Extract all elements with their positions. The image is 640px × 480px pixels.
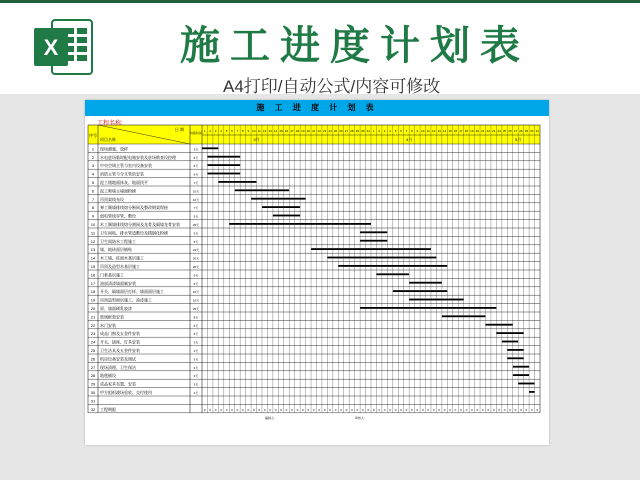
task-duration: 1天 (193, 391, 199, 395)
total-cell: 0 (509, 407, 511, 412)
total-cell: 0 (220, 407, 222, 412)
task-number: 32 (90, 406, 96, 412)
day-number: 24 (497, 129, 501, 133)
total-cell: 0 (302, 407, 304, 412)
task-name: 玻璃框架安装 (100, 314, 124, 320)
task-duration: 3天 (193, 365, 199, 370)
gantt-bar (507, 357, 523, 359)
task-duration: 3天 (193, 374, 199, 379)
task-name: 弹工顺墙排线熔分断网及整改钢架焊接 (100, 205, 168, 211)
day-number: 18 (295, 129, 300, 133)
task-number: 21 (90, 314, 96, 320)
day-number: 19 (470, 129, 474, 133)
total-cell: 0 (274, 407, 277, 412)
task-number: 27 (90, 364, 96, 370)
total-cell: 0 (427, 407, 430, 412)
total-cell: 0 (514, 407, 517, 412)
task-number: 4 (91, 171, 95, 177)
total-cell: 0 (454, 407, 457, 412)
task-number: 9 (91, 213, 95, 219)
day-number: 15 (448, 129, 452, 133)
total-cell: 0 (438, 407, 440, 412)
task-duration: 3天 (193, 382, 199, 387)
spreadsheet-preview (85, 100, 549, 445)
gantt-bar (207, 156, 240, 158)
task-duration: 8天 (193, 315, 199, 320)
gantt-bar (360, 231, 387, 233)
gantt-bar (273, 215, 300, 217)
day-number: 29 (355, 129, 360, 133)
task-name: 吊顶架线布设 (100, 196, 124, 202)
gantt-bar (207, 164, 240, 166)
total-cell: 0 (258, 407, 261, 412)
total-cell: 0 (487, 407, 490, 412)
task-number: 13 (90, 247, 96, 253)
task-number: 2 (91, 154, 95, 160)
task-name: 弱电管线穿管、敷设 (100, 213, 136, 219)
day-number: 3 (214, 129, 217, 133)
day-number: 1 (203, 129, 206, 133)
task-number: 23 (90, 331, 96, 337)
task-duration: 10天 (192, 197, 200, 202)
day-number: 6 (400, 129, 402, 133)
total-cell: 0 (411, 407, 413, 412)
excel-logo-icon (30, 14, 96, 80)
day-number: 9 (416, 129, 419, 133)
gantt-bar (229, 223, 371, 225)
total-cell: 0 (263, 407, 266, 412)
gantt-grid (85, 100, 549, 445)
day-number: 2 (209, 129, 212, 133)
task-duration: 10天 (192, 290, 200, 295)
task-duration: 6天 (193, 164, 199, 169)
total-cell: 0 (383, 407, 386, 412)
day-number: 28 (519, 129, 523, 133)
day-number: 20 (306, 129, 310, 133)
day-number: 16 (284, 129, 289, 133)
task-name: 原、墙面刷乳胶漆 (100, 306, 132, 311)
task-name: 甲方组织竣场验收、交付使用 (100, 390, 152, 395)
task-name: 卫生间防水工程施工 (100, 238, 136, 244)
task-number: 30 (90, 390, 96, 395)
total-cell: 0 (236, 407, 239, 412)
total-cell: 0 (432, 407, 435, 412)
day-number: 8 (411, 129, 413, 133)
gantt-bar (251, 198, 306, 200)
day-number: 16 (453, 129, 458, 133)
day-number: 8 (242, 129, 244, 133)
gantt-bar (485, 324, 512, 326)
total-cell: 0 (481, 407, 484, 412)
total-cell: 0 (503, 407, 506, 412)
task-name: 木工墙、柱面木基层施工 (100, 255, 144, 261)
total-cell: 0 (372, 407, 375, 412)
day-number: 1 (372, 129, 375, 133)
task-name: 地毯铺设 (100, 373, 116, 379)
gantt-bar (202, 147, 218, 149)
day-number: 22 (486, 129, 490, 133)
header-row (88, 125, 540, 144)
task-duration: 5天 (193, 332, 199, 337)
total-cell: 0 (443, 407, 446, 412)
total-cell: 0 (498, 407, 500, 412)
header-duration: 持续时间 (189, 131, 203, 135)
task-name: 木门安装 (100, 322, 116, 328)
task-name: 成品门窗及五金件安装 (100, 331, 140, 337)
day-number: 5 (225, 129, 228, 133)
day-number: 13 (437, 129, 441, 133)
task-duration: 3天 (193, 340, 199, 345)
day-number: 31 (366, 129, 370, 133)
task-duration: 6天 (193, 273, 199, 278)
task-name: 吊顶及造型木基层施工 (100, 264, 140, 269)
total-cell: 0 (356, 407, 359, 412)
total-cell: 0 (389, 407, 391, 412)
day-number: 12 (432, 129, 436, 133)
total-cell: 0 (361, 407, 364, 412)
day-number: 2 (378, 129, 381, 133)
total-cell: 0 (351, 407, 353, 412)
month-label: 5月 (515, 137, 522, 142)
task-duration: 5天 (193, 214, 199, 219)
gantt-bar (513, 366, 529, 368)
page-title: 施工进度计划表 (180, 22, 530, 69)
day-number: 21 (312, 129, 316, 133)
total-cell: 0 (416, 407, 419, 412)
total-cell: 0 (280, 407, 282, 412)
total-cell: 0 (231, 407, 233, 412)
day-number: 4 (220, 129, 222, 133)
task-number: 14 (90, 255, 96, 261)
day-number: 19 (301, 129, 305, 133)
day-number: 18 (464, 129, 469, 133)
header-seq: 序号 (89, 133, 97, 138)
gantt-bar (207, 173, 240, 175)
task-name: 成品家具布置、安装 (100, 381, 136, 387)
task-number: 26 (90, 356, 96, 362)
day-number: 11 (426, 129, 430, 133)
task-duration: 25天 (192, 307, 200, 311)
task-name: 吊顶造型面层施工、油漆施工 (100, 297, 152, 303)
task-duration: 10天 (192, 189, 200, 194)
day-number: 23 (322, 129, 327, 133)
project-name-label: 工程名称: (97, 121, 123, 127)
day-number: 25 (333, 129, 338, 133)
task-name: 泥工砌墙主墙面粉刷 (100, 188, 136, 194)
gantt-bar (262, 206, 300, 208)
task-number: 25 (90, 348, 96, 353)
day-number: 15 (279, 129, 283, 133)
task-duration: 3天 (193, 349, 199, 353)
task-number: 5 (91, 180, 95, 185)
day-number: 13 (268, 129, 272, 133)
total-cell: 0 (536, 407, 539, 412)
total-cell: 0 (291, 407, 293, 412)
gantt-bar (529, 391, 534, 393)
total-cell: 0 (247, 407, 250, 412)
task-duration: 7天 (193, 206, 199, 211)
day-number: 11 (257, 129, 261, 133)
day-number: 22 (317, 129, 321, 133)
task-number: 11 (90, 230, 96, 236)
task-name: 木工顺墙排线熔分割网及龙骨及隔墙龙骨安装 (100, 222, 180, 227)
day-number: 9 (247, 129, 250, 133)
task-duration: 20天 (192, 265, 200, 269)
task-name: 中央空调主管与室内设备安装 (100, 163, 152, 169)
gantt-bar (518, 383, 534, 385)
task-name: 开关、隔墙面层打样、墙面面层施工 (100, 289, 164, 295)
month-label: 3月 (253, 137, 260, 142)
gantt-bar (376, 273, 409, 275)
task-name: 水电进场临时配电箱安装及驻场勘查设控理 (100, 154, 176, 160)
total-cell: 0 (460, 407, 462, 412)
task-duration: 5天 (193, 323, 199, 328)
task-duration: 5天 (193, 231, 199, 236)
total-cell: 0 (252, 407, 255, 412)
total-cell: 0 (525, 407, 528, 412)
task-number: 18 (90, 289, 96, 295)
day-number: 14 (442, 129, 447, 133)
task-name: 现场清理、卫生保洁 (100, 364, 136, 370)
total-cell: 0 (367, 407, 370, 412)
signature-right: 审核人: (355, 415, 365, 420)
total-cell: 0 (394, 407, 397, 412)
task-number: 6 (91, 188, 95, 194)
gantt-bar (409, 282, 442, 284)
header-item: 项目名称 (100, 137, 116, 142)
total-cell: 0 (378, 407, 381, 412)
gantt-bar (496, 332, 523, 334)
day-number: 30 (361, 129, 365, 133)
day-number: 14 (273, 129, 278, 133)
total-cell: 0 (329, 407, 331, 412)
task-number: 29 (90, 381, 96, 387)
day-number: 10 (252, 129, 256, 133)
task-number: 3 (91, 163, 95, 169)
task-duration: 6天 (193, 281, 199, 286)
day-number: 12 (263, 129, 267, 133)
task-number: 20 (90, 306, 96, 311)
total-cell: 0 (405, 407, 408, 412)
day-number: 26 (339, 129, 343, 133)
task-duration: 3天 (193, 147, 199, 152)
header-date: 日 期 (174, 127, 184, 132)
task-number: 15 (90, 264, 96, 269)
gantt-bar (311, 248, 431, 250)
day-number: 6 (231, 129, 233, 133)
task-number: 8 (91, 205, 95, 211)
day-number: 27 (344, 129, 349, 133)
total-cell: 0 (345, 407, 348, 412)
total-cell: 0 (269, 407, 271, 412)
day-number: 21 (481, 129, 485, 133)
task-number: 16 (90, 272, 96, 278)
total-cell: 0 (492, 407, 495, 412)
day-number: 31 (535, 129, 539, 133)
task-duration: 5天 (193, 239, 199, 244)
day-number: 30 (530, 129, 534, 133)
task-number: 28 (90, 373, 96, 379)
task-name: 卫生间贴、排水管道敷设及精钢化粉刷 (100, 230, 168, 236)
task-number: 17 (90, 280, 96, 286)
gantt-bar (235, 189, 290, 191)
task-name: 工程期限 (100, 406, 116, 412)
total-cell: 0 (400, 407, 402, 412)
total-cell: 0 (340, 407, 342, 412)
total-cell: 0 (476, 407, 479, 412)
top-accent-bar (0, 0, 640, 3)
gantt-bar (338, 265, 447, 267)
total-cell: 0 (471, 407, 473, 412)
total-cell: 0 (323, 407, 326, 412)
task-duration: 10天 (192, 298, 200, 303)
day-number: 3 (383, 129, 386, 133)
total-cell: 0 (312, 407, 315, 412)
task-number: 22 (90, 322, 96, 328)
task-duration: 26天 (192, 223, 200, 227)
task-duration: 22天 (192, 248, 200, 253)
gantt-bar (507, 349, 523, 351)
total-cell: 0 (334, 407, 337, 412)
task-name: 墙、地砖面层铺贴 (100, 247, 132, 253)
day-number: 26 (508, 129, 512, 133)
total-cell: 0 (209, 407, 212, 412)
task-name: 开关、插座、灯具安装 (100, 339, 140, 345)
month-label: 4月 (406, 137, 413, 142)
task-name: 卫生洁具及五金件安装 (100, 348, 140, 353)
day-number: 17 (459, 129, 463, 133)
task-duration: 3天 (193, 357, 199, 362)
task-duration: 6天 (193, 155, 199, 160)
day-number: 27 (513, 129, 518, 133)
total-cell: 0 (285, 407, 288, 412)
gantt-bar (513, 374, 529, 376)
task-number: 10 (90, 222, 96, 227)
total-cell: 0 (530, 407, 533, 412)
task-name: 现场测量、放样 (100, 146, 128, 152)
day-number: 29 (524, 129, 529, 133)
task-name: 油部清漆墙面腻安装 (100, 280, 136, 286)
total-cell: 0 (307, 407, 310, 412)
task-name: 门套基层施工 (100, 272, 124, 278)
day-number: 20 (475, 129, 479, 133)
total-cell: 0 (520, 407, 522, 412)
total-cell: 0 (421, 407, 424, 412)
day-number: 17 (290, 129, 294, 133)
logo-letter: X (43, 35, 59, 60)
gantt-bar (502, 341, 518, 343)
gantt-bar (393, 290, 448, 292)
total-cell: 0 (449, 407, 451, 412)
day-number: 28 (350, 129, 354, 133)
task-number: 12 (90, 238, 96, 244)
signature-left: 编制人: (265, 415, 275, 420)
day-number: 5 (394, 129, 397, 133)
task-number: 31 (90, 398, 96, 404)
task-number: 19 (90, 297, 96, 303)
task-name: 消防主管与分支管的安装 (100, 171, 144, 177)
day-number: 7 (236, 129, 239, 133)
task-name: 泥工楼地面抹灰、地面找平 (100, 180, 148, 185)
gantt-bar (360, 307, 496, 309)
sheet-title: 施 工 进 度 计 划 表 (85, 100, 549, 116)
gantt-bar (409, 299, 464, 301)
total-cell: 0 (214, 407, 217, 412)
gantt-bar (218, 181, 256, 183)
total-cell: 0 (318, 407, 321, 412)
gantt-bar (360, 240, 387, 242)
day-number: 4 (389, 129, 391, 133)
total-cell: 0 (465, 407, 468, 412)
day-number: 23 (491, 129, 496, 133)
task-duration: 7天 (193, 181, 199, 185)
task-name: 机房设备安装及调试 (100, 356, 136, 362)
day-number: 25 (502, 129, 507, 133)
gantt-bar (327, 257, 436, 259)
task-number: 7 (91, 196, 95, 202)
task-number: 1 (91, 146, 95, 152)
task-duration: 6天 (193, 172, 199, 177)
day-number: 7 (405, 129, 408, 133)
gantt-bar (442, 315, 486, 317)
page-subtitle: A4打印/自动公式/内容可修改 (223, 77, 441, 96)
total-cell: 0 (242, 407, 244, 412)
total-cell: 0 (203, 407, 206, 412)
total-cell: 0 (225, 407, 228, 412)
total-cell: 0 (296, 407, 299, 412)
task-number: 24 (90, 339, 96, 345)
day-number: 10 (421, 129, 425, 133)
day-number: 24 (328, 129, 332, 133)
task-duration: 20天 (192, 256, 200, 261)
